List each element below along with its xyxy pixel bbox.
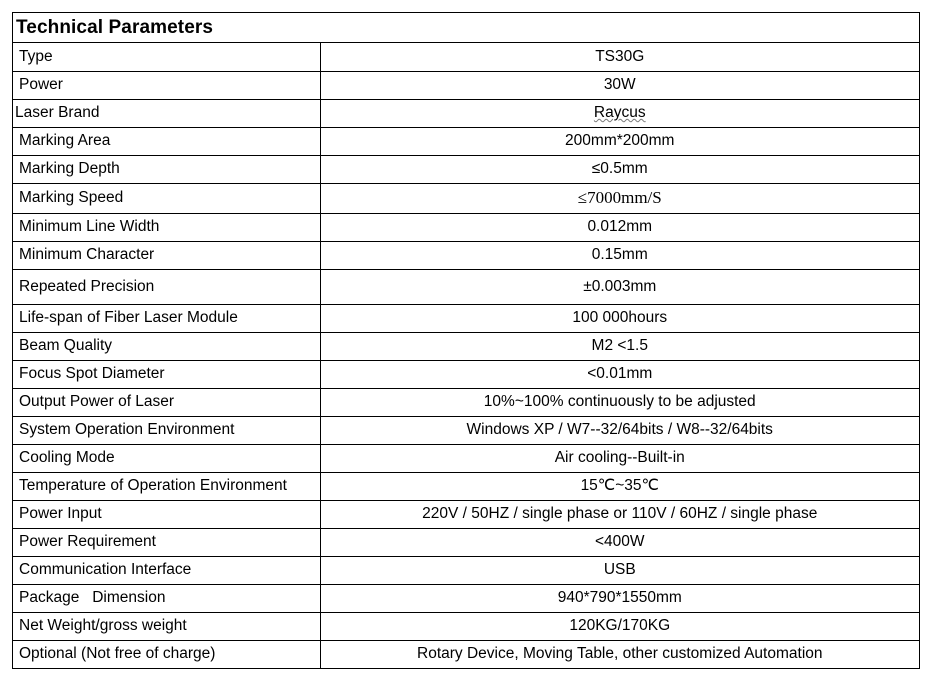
table-row bbox=[13, 640, 919, 668]
param-value: Rotary Device, Moving Table, other customized Automation bbox=[320, 640, 919, 668]
parameters-grid bbox=[13, 43, 919, 668]
param-label: Minimum Character bbox=[13, 241, 320, 269]
table-row bbox=[13, 183, 919, 213]
table-row bbox=[13, 71, 919, 99]
param-value: M2 <1.5 bbox=[320, 332, 919, 360]
param-label: Power Input bbox=[13, 500, 320, 528]
param-label: Optional (Not free of charge) bbox=[13, 640, 320, 668]
param-value: 0.15mm bbox=[320, 241, 919, 269]
table-row bbox=[13, 472, 919, 500]
param-value: TS30G bbox=[595, 47, 645, 65]
param-label: Minimum Line Width bbox=[13, 213, 320, 241]
title-row bbox=[13, 13, 919, 43]
table-row bbox=[13, 99, 919, 127]
param-value: USB bbox=[320, 556, 919, 584]
table-row bbox=[13, 43, 919, 71]
table-row bbox=[13, 269, 919, 304]
param-value: <0.01mm bbox=[320, 360, 919, 388]
param-label: Communication Interface bbox=[13, 556, 320, 584]
table-row bbox=[13, 500, 919, 528]
table-row bbox=[13, 556, 919, 584]
param-label: Repeated Precision bbox=[13, 269, 320, 304]
param-label: Temperature of Operation Environment bbox=[13, 472, 320, 500]
param-label: Laser Brand bbox=[13, 99, 320, 127]
param-value: ≤0.5mm bbox=[320, 155, 919, 183]
table-row bbox=[13, 584, 919, 612]
param-value: 0.012mm bbox=[320, 213, 919, 241]
param-label: Marking Area bbox=[13, 127, 320, 155]
param-label: Output Power of Laser bbox=[13, 388, 320, 416]
param-label: Type bbox=[13, 43, 320, 71]
table-row bbox=[13, 155, 919, 183]
param-value bbox=[320, 99, 919, 127]
table-row bbox=[13, 241, 919, 269]
table-row bbox=[13, 416, 919, 444]
param-value: 120KG/170KG bbox=[320, 612, 919, 640]
param-label: Life-span of Fiber Laser Module bbox=[13, 304, 320, 332]
laser-brand-value: Raycus bbox=[593, 104, 646, 121]
table-row bbox=[13, 360, 919, 388]
param-value: Windows XP / W7--32/64bits / W8--32/64bits bbox=[320, 416, 919, 444]
table-row bbox=[13, 332, 919, 360]
table-row bbox=[13, 127, 919, 155]
table-row bbox=[13, 213, 919, 241]
param-value: Air cooling--Built-in bbox=[320, 444, 919, 472]
table-row bbox=[13, 304, 919, 332]
param-label: Marking Speed bbox=[13, 183, 320, 213]
param-label: Marking Depth bbox=[13, 155, 320, 183]
param-value: 940*790*1550mm bbox=[320, 584, 919, 612]
table-row bbox=[13, 612, 919, 640]
marking-speed-value: ≤7000mm/S bbox=[577, 187, 662, 207]
param-value: 10%~100% continuously to be adjusted bbox=[320, 388, 919, 416]
technical-parameters-table bbox=[12, 12, 920, 669]
param-value: 30W bbox=[320, 71, 919, 99]
param-label: Beam Quality bbox=[13, 332, 320, 360]
param-value: <400W bbox=[320, 528, 919, 556]
param-value bbox=[320, 183, 919, 213]
table-row bbox=[13, 444, 919, 472]
param-value: 220V / 50HZ / single phase or 110V / 60HZ / single phase bbox=[320, 500, 919, 528]
param-value: 200mm*200mm bbox=[320, 127, 919, 155]
param-value: 15℃~35℃ bbox=[320, 472, 919, 500]
param-value: ±0.003mm bbox=[320, 269, 919, 304]
param-label: Cooling Mode bbox=[13, 444, 320, 472]
param-label: Power bbox=[13, 71, 320, 99]
param-label: System Operation Environment bbox=[13, 416, 320, 444]
param-label: Focus Spot Diameter bbox=[13, 360, 320, 388]
param-label: Package Dimension bbox=[13, 584, 320, 612]
table-row bbox=[13, 528, 919, 556]
param-value: 100 000hours bbox=[320, 304, 919, 332]
param-label: Net Weight/gross weight bbox=[13, 612, 320, 640]
table-row bbox=[13, 388, 919, 416]
table-title: Technical Parameters bbox=[16, 16, 214, 38]
param-label: Power Requirement bbox=[13, 528, 320, 556]
